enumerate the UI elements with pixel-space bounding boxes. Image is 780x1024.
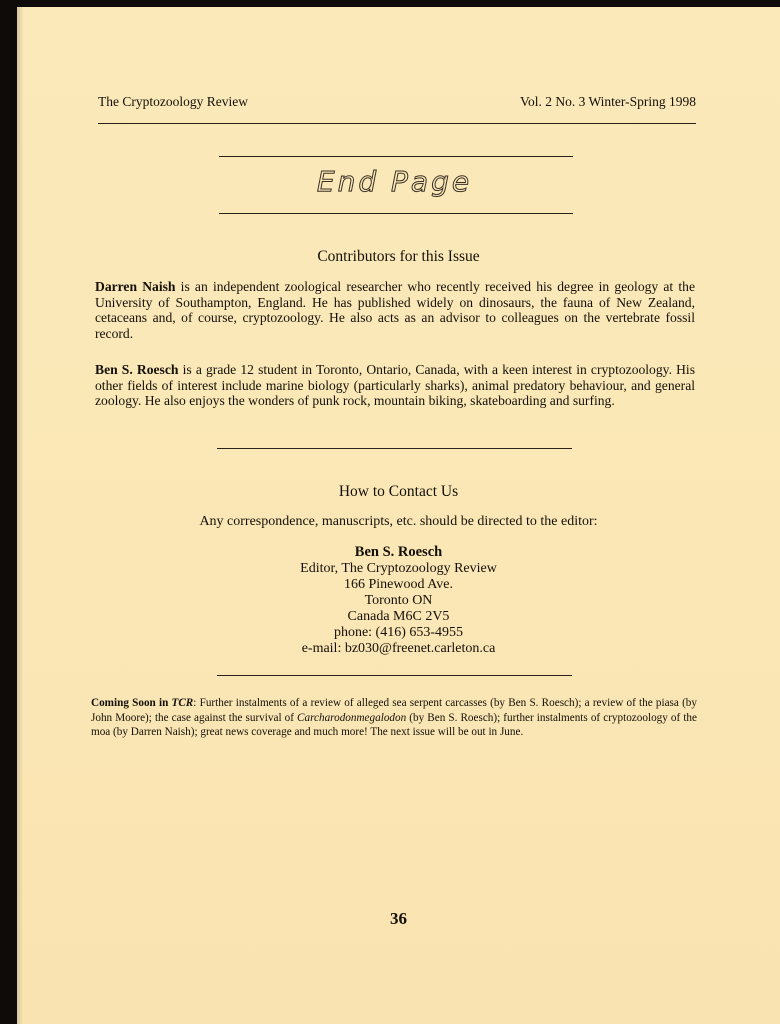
section-divider bbox=[217, 448, 572, 449]
contributor-text: is an independent zoological researcher who recently received his degree in geology at the University of Southampton, England. He has published widely on dinosaurs, the fauna of New Zealand, cetaceans and, of course, cryptozoology. He also acts as an advisor to colleagues on the vertebrate fossil record. bbox=[95, 279, 696, 341]
contributor-text: is a grade 12 student in Toronto, Ontario, Canada, with a keen interest in cryptozoology. His other fields of interest include marine biology (particularly sharks), animal predatory behaviour, and general zoology. He also enjoys the wonders of punk rock, mountain biking, skateboarding and surfing. bbox=[95, 362, 695, 408]
journal-name: The Cryptozoology Review bbox=[98, 94, 248, 109]
coming-soon-lead: Coming Soon in bbox=[91, 697, 169, 709]
page-title: End Page bbox=[316, 165, 473, 198]
tcr-abbreviation: TCR bbox=[171, 697, 194, 709]
title-bottom-rule bbox=[219, 213, 573, 214]
coming-soon-paragraph bbox=[91, 696, 697, 740]
contributor-bio bbox=[95, 279, 695, 341]
contact-line: Toronto ON bbox=[364, 593, 433, 608]
page-number: 36 bbox=[390, 909, 407, 928]
species-name: Carcharodonmegalodon bbox=[297, 711, 407, 724]
document-page bbox=[17, 7, 780, 1024]
header-rule bbox=[98, 123, 696, 124]
section-divider bbox=[217, 675, 572, 676]
contributors-heading: Contributors for this Issue bbox=[317, 248, 480, 265]
email-line: e-mail: bz030@freenet.carleton.ca bbox=[301, 641, 496, 656]
editor-name: Ben S. Roesch bbox=[354, 544, 443, 560]
contributor-name: Ben S. Roesch bbox=[95, 362, 179, 377]
contact-line: phone: (416) 653-4955 bbox=[333, 625, 464, 640]
contributor-bio bbox=[95, 362, 695, 409]
contact-intro: Any correspondence, manuscripts, etc. should be directed to the editor: bbox=[199, 514, 598, 529]
contributor-name: Darren Naish bbox=[95, 279, 176, 294]
contact-line: Canada M6C 2V5 bbox=[347, 609, 450, 624]
contact-line: Editor, The Cryptozoology Review bbox=[300, 561, 497, 576]
title-top-rule bbox=[219, 156, 573, 157]
coming-soon-text: : Further instalments of a review of alleged sea serpent carcasses (by Ben S. Roesch); a review of the piasa (by John Moore); the case against the survival of bbox=[91, 697, 697, 724]
contact-heading: How to Contact Us bbox=[338, 483, 459, 500]
contact-line: 166 Pinewood Ave. bbox=[343, 577, 453, 592]
coming-soon-text: (by Ben S. Roesch); further instalments of cryptozoology of the moa (by Darren Naish); great news coverage and much more! The next issue will be out in June. bbox=[91, 711, 697, 738]
issue-info: Vol. 2 No. 3 Winter-Spring 1998 bbox=[519, 94, 696, 109]
